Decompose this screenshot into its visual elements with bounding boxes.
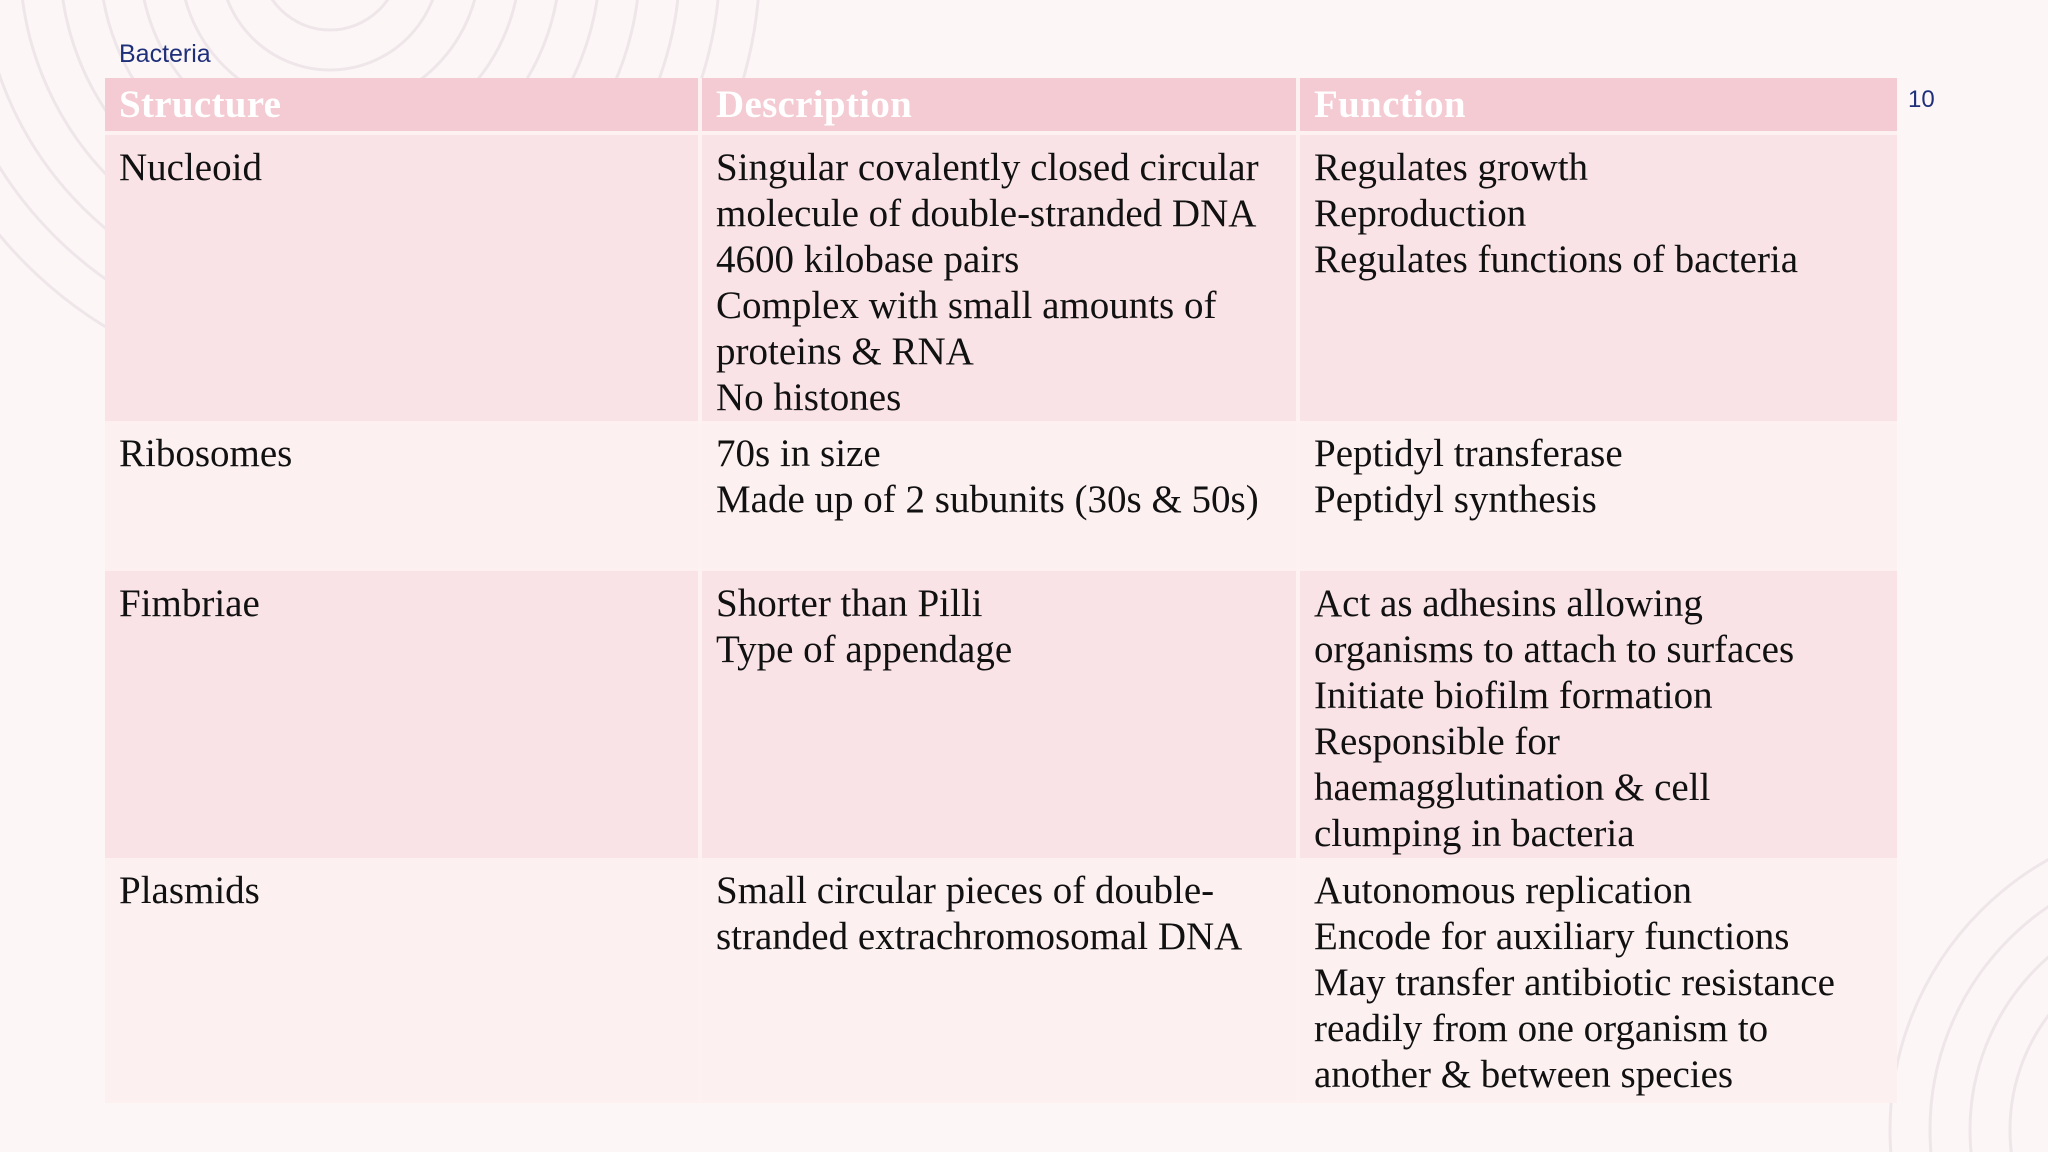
function-line: Autonomous replication <box>1314 869 1693 912</box>
description-line: molecule of double-stranded DNA <box>716 192 1257 235</box>
description-line: Small circular pieces of double- <box>716 869 1215 912</box>
header-structure: Structure <box>105 78 702 135</box>
description-line: proteins & RNA <box>716 330 974 373</box>
function-line: Peptidyl transferase <box>1314 432 1623 475</box>
function-line: organisms to attach to surfaces <box>1314 628 1795 671</box>
function-line: Encode for auxiliary functions <box>1314 915 1790 958</box>
function-line: clumping in bacteria <box>1314 812 1635 855</box>
table-row <box>105 571 1897 858</box>
description-line: Type of appendage <box>716 628 1013 671</box>
table-header-row <box>105 78 1897 135</box>
table-row <box>105 421 1897 571</box>
function-line: May transfer antibiotic resistance <box>1314 961 1835 1004</box>
function-cell <box>1300 571 1897 858</box>
header-function: Function <box>1300 78 1897 135</box>
function-line: another & between species <box>1314 1053 1734 1096</box>
function-line: Reproduction <box>1314 192 1527 235</box>
description-line: Singular covalently closed circular <box>716 146 1259 189</box>
description-cell <box>702 421 1300 571</box>
description-line: Made up of 2 subunits (30s & 50s) <box>716 478 1259 521</box>
structure-cell <box>105 571 702 858</box>
description-line: stranded extrachromosomal DNA <box>716 915 1243 958</box>
function-line: Responsible for <box>1314 720 1560 763</box>
function-line: Peptidyl synthesis <box>1314 478 1597 521</box>
description-line: Complex with small amounts of <box>716 284 1217 327</box>
function-cell <box>1300 135 1897 421</box>
description-line: 4600 kilobase pairs <box>716 238 1020 281</box>
function-line: Regulates functions of bacteria <box>1314 238 1799 281</box>
structure-name: Fimbriae <box>119 582 260 625</box>
function-cell <box>1300 858 1897 1103</box>
description-line: Shorter than Pilli <box>716 582 983 625</box>
description-cell <box>702 858 1300 1103</box>
structure-name: Ribosomes <box>119 432 293 475</box>
page-number: 10 <box>1908 86 1935 113</box>
structure-cell <box>105 421 702 571</box>
structure-cell <box>105 135 702 421</box>
description-line: No histones <box>716 376 902 419</box>
function-line: haemagglutination & cell <box>1314 766 1711 809</box>
structure-name: Nucleoid <box>119 146 262 189</box>
structure-table <box>105 78 1897 1103</box>
description-cell <box>702 571 1300 858</box>
function-line: Initiate biofilm formation <box>1314 674 1713 717</box>
structure-cell <box>105 858 702 1103</box>
table-row <box>105 135 1897 421</box>
function-line: Regulates growth <box>1314 146 1589 189</box>
function-line: Act as adhesins allowing <box>1314 582 1703 625</box>
function-line: readily from one organism to <box>1314 1007 1769 1050</box>
function-cell <box>1300 421 1897 571</box>
description-line: 70s in size <box>716 432 881 475</box>
table-row <box>105 858 1897 1103</box>
description-cell <box>702 135 1300 421</box>
structure-name: Plasmids <box>119 869 260 912</box>
header-description: Description <box>702 78 1300 135</box>
section-label: Bacteria <box>119 40 211 68</box>
